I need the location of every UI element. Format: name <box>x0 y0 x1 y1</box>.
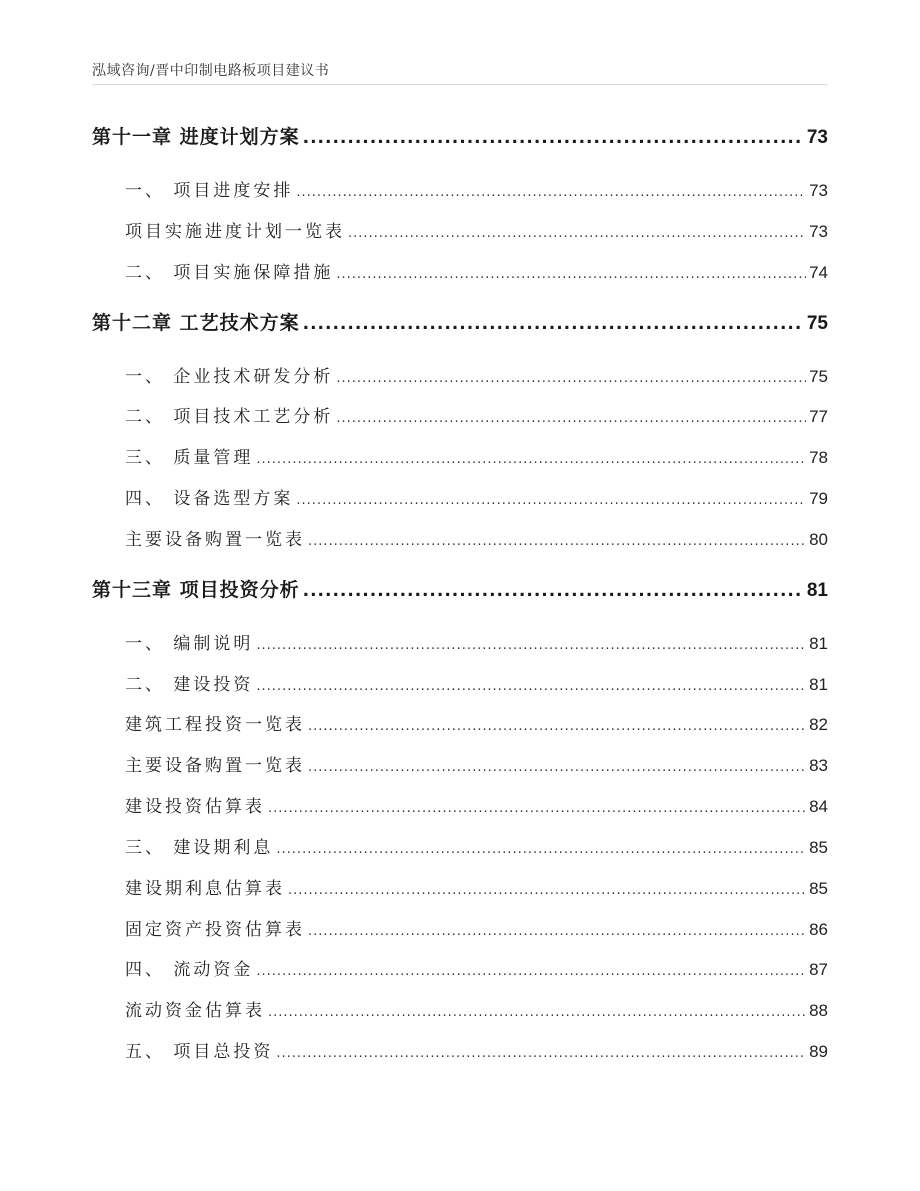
toc-entry[interactable] <box>125 176 828 201</box>
dot-leader <box>348 226 806 241</box>
dot-leader <box>303 128 804 148</box>
toc-entry-label: 第十二章 工艺技术方案 <box>92 312 300 334</box>
toc-entry[interactable] <box>125 915 828 940</box>
toc-entry-label: 二、 项目技术工艺分析 <box>125 407 334 427</box>
toc-page-number: 75 <box>809 367 828 386</box>
dot-leader <box>336 267 806 282</box>
dot-leader <box>256 679 806 694</box>
toc-entry-label: 主要设备购置一览表 <box>125 756 305 776</box>
toc-entry-label: 项目实施进度计划一览表 <box>125 222 345 242</box>
dot-leader <box>308 719 806 734</box>
toc-page-number: 80 <box>809 530 828 549</box>
toc-entry-label: 建筑工程投资一览表 <box>125 715 305 735</box>
toc-entry-label: 一、 企业技术研发分析 <box>125 367 334 387</box>
dot-leader <box>256 964 806 979</box>
toc-entry[interactable] <box>125 402 828 427</box>
dot-leader <box>276 842 806 857</box>
toc-entry-label: 固定资产投资估算表 <box>125 920 305 940</box>
toc-page-number: 81 <box>809 675 828 694</box>
toc-entry[interactable] <box>125 710 828 735</box>
toc-page-number: 88 <box>809 1001 828 1020</box>
toc-page-number: 84 <box>809 797 828 816</box>
toc-entry-label: 二、 建设投资 <box>125 675 254 695</box>
dot-leader <box>303 581 804 601</box>
toc-page-number: 86 <box>809 920 828 939</box>
toc-page-number: 78 <box>809 448 828 467</box>
toc-entry[interactable] <box>125 1037 828 1062</box>
dot-leader <box>276 1046 806 1061</box>
toc-entry-label: 主要设备购置一览表 <box>125 530 305 550</box>
toc-chapter-13[interactable] <box>92 575 828 602</box>
toc-entry[interactable] <box>125 792 828 817</box>
toc-entry[interactable] <box>125 996 828 1021</box>
toc-entry-label: 三、 质量管理 <box>125 448 254 468</box>
toc-page-number: 73 <box>809 181 828 200</box>
toc-page-number: 77 <box>809 407 828 426</box>
dot-leader <box>336 411 806 426</box>
dot-leader <box>296 493 806 508</box>
dot-leader <box>256 638 806 653</box>
header-divider <box>92 84 828 85</box>
toc-entry-label: 四、 设备选型方案 <box>125 489 294 509</box>
toc-entry[interactable] <box>125 362 828 387</box>
dot-leader <box>308 760 806 775</box>
toc-page-number: 85 <box>809 838 828 857</box>
toc-page-number: 87 <box>809 960 828 979</box>
dot-leader <box>296 185 806 200</box>
toc-entry-label: 流动资金估算表 <box>125 1001 265 1021</box>
toc-entry[interactable] <box>125 874 828 899</box>
toc-page-number: 81 <box>809 634 828 653</box>
toc-entry-label: 五、 项目总投资 <box>125 1042 274 1062</box>
toc-page-number: 82 <box>809 715 828 734</box>
dot-leader <box>303 314 804 334</box>
toc-entry-label: 三、 建设期利息 <box>125 838 274 858</box>
toc-entry-label: 二、 项目实施保障措施 <box>125 263 334 283</box>
toc-entry[interactable] <box>125 217 828 242</box>
dot-leader <box>336 371 806 386</box>
toc-entry-label: 建设投资估算表 <box>125 797 265 817</box>
toc-entry[interactable] <box>125 670 828 695</box>
toc-entry[interactable] <box>125 629 828 654</box>
dot-leader <box>288 883 806 898</box>
toc-entry-label: 一、 编制说明 <box>125 634 254 654</box>
dot-leader <box>268 1005 806 1020</box>
toc-entry[interactable] <box>125 751 828 776</box>
toc-page-number: 79 <box>809 489 828 508</box>
toc-entry[interactable] <box>125 955 828 980</box>
toc-page-number: 74 <box>809 263 828 282</box>
toc-page-number: 73 <box>806 127 828 148</box>
toc-page-number: 75 <box>806 313 828 334</box>
toc-page-number: 85 <box>809 879 828 898</box>
toc-entry-label: 一、 项目进度安排 <box>125 181 294 201</box>
toc-entry-label: 建设期利息估算表 <box>125 879 285 899</box>
dot-leader <box>256 452 806 467</box>
toc-entry[interactable] <box>125 525 828 550</box>
toc-entry-label: 第十三章 项目投资分析 <box>92 579 300 601</box>
toc-page-number: 73 <box>809 222 828 241</box>
toc-chapter-11[interactable] <box>92 122 828 149</box>
dot-leader <box>268 801 806 816</box>
page-header: 泓域咨询/晋中印制电路板项目建议书 <box>92 63 330 79</box>
toc-chapter-12[interactable] <box>92 308 828 335</box>
toc-entry[interactable] <box>125 443 828 468</box>
toc-entry[interactable] <box>125 833 828 858</box>
toc-entry[interactable] <box>125 484 828 509</box>
dot-leader <box>308 924 806 939</box>
toc-entry-label: 第十一章 进度计划方案 <box>92 126 300 148</box>
dot-leader <box>308 534 806 549</box>
toc-entry[interactable] <box>125 258 828 283</box>
toc-page-number: 83 <box>809 756 828 775</box>
toc-page-number: 81 <box>806 580 828 601</box>
toc-entry-label: 四、 流动资金 <box>125 960 254 980</box>
toc-page-number: 89 <box>809 1042 828 1061</box>
